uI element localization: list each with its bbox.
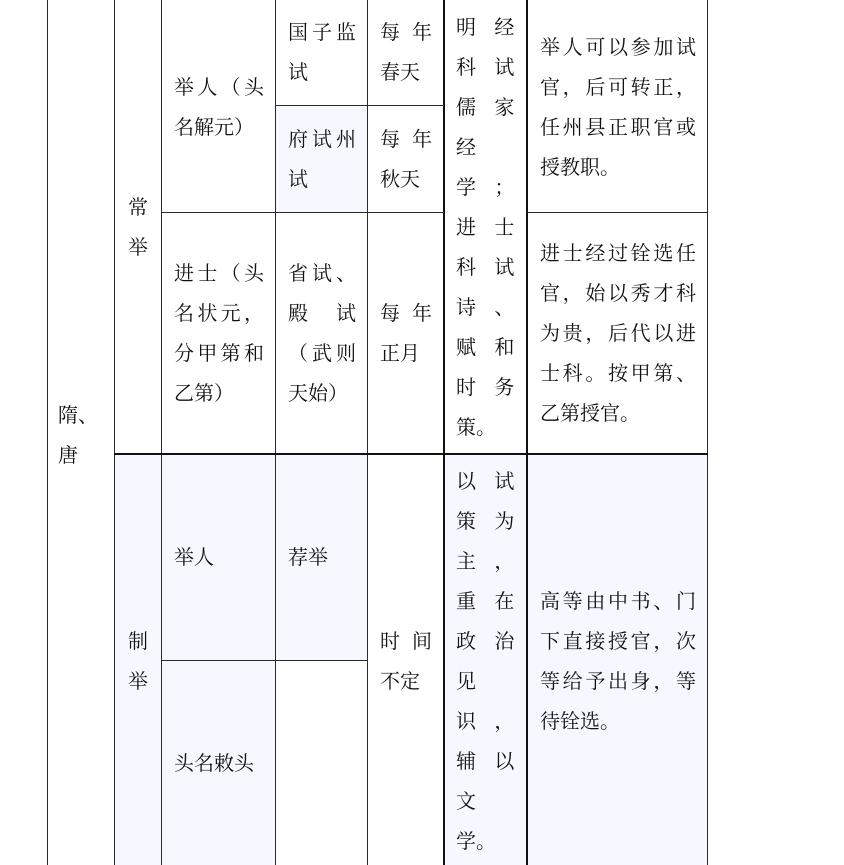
time-january — [380, 293, 432, 373]
exam-text: 荐举 — [288, 545, 328, 569]
content-zhiju — [456, 461, 516, 861]
grid-line — [47, 0, 48, 865]
grid-line — [707, 0, 708, 865]
dynasty-cell — [58, 395, 102, 475]
content-line: 进 士 — [456, 215, 515, 239]
category-label: 制举 — [128, 629, 148, 693]
content-line: 科 试 — [456, 55, 515, 79]
content-line: 明 经 — [456, 15, 515, 39]
treatment-text: 高等由中书、门下直接授官，次等给予出身，等待铨选。 — [540, 589, 696, 733]
content-line: 辅 以 — [456, 749, 515, 773]
degree-jinshi — [174, 253, 264, 413]
content-line: 策 为 — [456, 509, 515, 533]
content-changju — [456, 7, 516, 447]
dynasty-label: 隋、唐 — [58, 403, 98, 467]
content-line: 经 — [456, 135, 476, 159]
degree-text: 进士（头名状元，分甲第和乙第） — [174, 261, 264, 405]
treatment-jinshi — [540, 233, 696, 433]
grid-line — [161, 0, 162, 865]
unshaded-empty-cell — [276, 660, 368, 865]
content-line: 学。 — [456, 829, 496, 853]
content-line: 策。 — [456, 415, 496, 439]
degree-juren-zhiju — [174, 537, 264, 577]
category-zhiju — [126, 621, 150, 701]
grid-line — [275, 105, 444, 106]
content-line: 科 试 — [456, 255, 515, 279]
exam-jianju — [288, 537, 356, 577]
content-line: 学 ； — [456, 175, 515, 199]
treatment-text: 进士经过铨选任官，始以秀才科为贵，后代以进士科。按甲第、乙第授官。 — [540, 241, 696, 425]
time-text: 时间不定 — [380, 629, 432, 693]
time-spring — [380, 12, 432, 92]
category-label: 常举 — [128, 195, 148, 259]
exam-text: 府试州试 — [288, 127, 356, 191]
grid-line — [161, 212, 444, 213]
treatment-zhiju — [540, 581, 696, 741]
exam-guozijian — [288, 12, 356, 92]
content-line: 识 ， — [456, 709, 515, 733]
exam-shengshi — [288, 253, 356, 413]
grid-line — [275, 0, 276, 865]
degree-chitou — [174, 743, 264, 783]
degree-juren-changju — [174, 67, 264, 147]
treatment-juren — [540, 27, 696, 187]
time-text: 每年秋天 — [380, 127, 432, 191]
degree-text: 举人 — [174, 545, 214, 569]
degree-text: 头名敕头 — [174, 751, 254, 775]
content-line: 主 ， — [456, 549, 515, 573]
content-line: 诗 、 — [456, 295, 515, 319]
exam-text: 国子监试 — [288, 20, 356, 84]
content-line: 见 — [456, 669, 476, 693]
content-line: 以 试 — [456, 469, 515, 493]
time-unfixed — [380, 621, 432, 701]
grid-line — [526, 0, 528, 865]
time-autumn — [380, 119, 432, 199]
content-line: 时 务 — [456, 375, 515, 399]
content-line: 政 治 — [456, 629, 515, 653]
degree-text: 举人（头名解元） — [174, 75, 264, 139]
content-line: 儒 家 — [456, 95, 515, 119]
grid-line — [443, 0, 445, 865]
grid-line — [114, 0, 115, 865]
grid-line — [527, 212, 708, 213]
exam-fushi — [288, 119, 356, 199]
treatment-text: 举人可以参加试官，后可转正，任州县正职官或授教职。 — [540, 35, 696, 179]
grid-line — [114, 453, 708, 455]
content-line: 重 在 — [456, 589, 515, 613]
category-changju — [126, 187, 150, 267]
grid-line — [161, 660, 368, 661]
content-line: 赋 和 — [456, 335, 515, 359]
time-text: 每年正月 — [380, 301, 432, 365]
time-text: 每年春天 — [380, 20, 432, 84]
grid-line — [367, 0, 368, 865]
content-line: 文 — [456, 789, 476, 813]
exam-text: 省试、殿试（武则天始） — [288, 261, 356, 405]
